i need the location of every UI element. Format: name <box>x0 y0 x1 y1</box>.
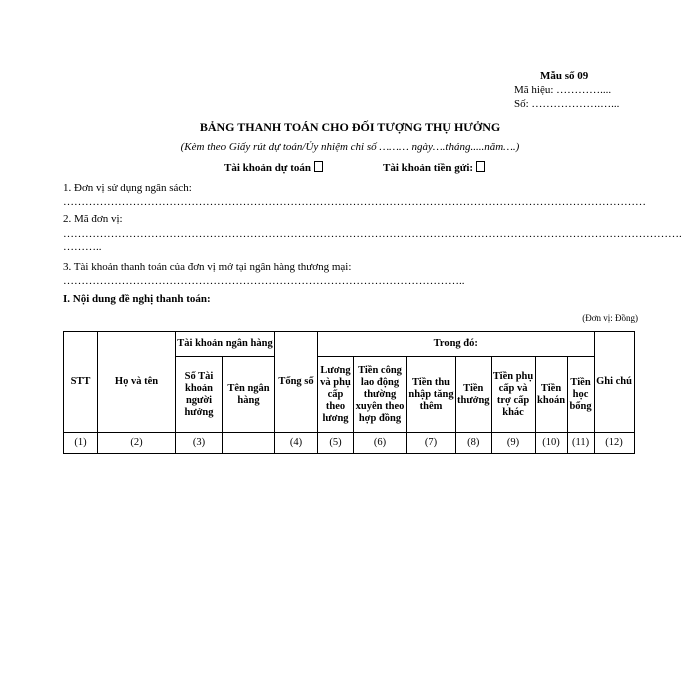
column-number: (4) <box>275 433 318 454</box>
estimate-account-option[interactable] <box>224 161 323 174</box>
header-note: Ghi chú <box>594 332 634 433</box>
column-number <box>223 433 275 454</box>
currency-unit-note: (Đơn vị: Đồng) <box>582 313 638 323</box>
column-number: (12) <box>594 433 634 454</box>
form-code: Mẫu số 09 <box>540 70 589 82</box>
form-number-line: Số: ……………….…... <box>514 98 620 110</box>
header-salary: Lương và phụ cấp theo lương <box>318 357 354 433</box>
unit-code-field-continued[interactable]: ……….. <box>63 241 102 253</box>
section-title: I. Nội dung đề nghị thanh toán: <box>63 293 211 305</box>
column-number: (2) <box>98 433 176 454</box>
header-lump-sum: Tiền khoán <box>535 357 567 433</box>
header-name: Họ và tên <box>98 332 176 433</box>
column-number: (11) <box>567 433 594 454</box>
column-number: (7) <box>407 433 456 454</box>
bank-account-label: 3. Tài khoản thanh toán của đơn vị mở tại ngân hàng thương mại: <box>63 261 352 273</box>
estimate-account-label: Tài khoản dự toán <box>224 162 311 174</box>
estimate-account-checkbox[interactable] <box>314 161 323 172</box>
header-bank-name: Tên ngân hàng <box>223 357 275 433</box>
header-extra-income: Tiền thu nhập tăng thêm <box>407 357 456 433</box>
form-code-line: Mã hiệu: ………….... <box>514 84 612 96</box>
header-allowance: Tiền phụ cấp và trợ cấp khác <box>491 357 535 433</box>
column-number: (10) <box>535 433 567 454</box>
column-number: (6) <box>354 433 407 454</box>
header-account-number: Số Tài khoản người hưởng <box>176 357 223 433</box>
unit-code-label: 2. Mã đơn vị: <box>63 213 123 225</box>
header-stt: STT <box>64 332 98 433</box>
header-scholarship: Tiền học bổng <box>567 357 594 433</box>
header-bank-group: Tài khoản ngân hàng <box>176 332 275 357</box>
document-subtitle: (Kèm theo Giấy rút dự toán/Ủy nhiệm chi số ……… ngày….tháng.....năm….) <box>180 141 520 153</box>
column-number: (8) <box>456 433 492 454</box>
column-number: (9) <box>491 433 535 454</box>
table-row <box>64 433 635 454</box>
document-title: BẢNG THANH TOÁN CHO ĐỐI TƯỢNG THỤ HƯỞNG <box>199 120 501 134</box>
deposit-account-label: Tài khoản tiền gửi: <box>383 162 474 174</box>
header-wages: Tiền công lao động thường xuyên theo hợp đồng <box>354 357 407 433</box>
unit-code-field[interactable]: ……………………………………………………………………………………………………………………………………………………. <box>63 228 682 240</box>
column-number: (5) <box>318 433 354 454</box>
table-header-row-1 <box>64 332 635 357</box>
header-bonus: Tiền thưởng <box>456 357 492 433</box>
payment-table <box>63 331 635 454</box>
header-total: Tổng số <box>275 332 318 433</box>
bank-account-field[interactable]: ……………………………………………………………………………………………….. <box>63 275 465 287</box>
budget-unit-field[interactable]: …………………………………………………………………………………………………………………………………………… <box>63 196 646 208</box>
budget-unit-label: 1. Đơn vị sử dụng ngân sách: <box>63 182 192 194</box>
column-number: (1) <box>64 433 98 454</box>
deposit-account-checkbox[interactable] <box>476 161 485 172</box>
deposit-account-option[interactable] <box>383 161 485 174</box>
header-of-which: Trong đó: <box>318 332 595 357</box>
column-number: (3) <box>176 433 223 454</box>
